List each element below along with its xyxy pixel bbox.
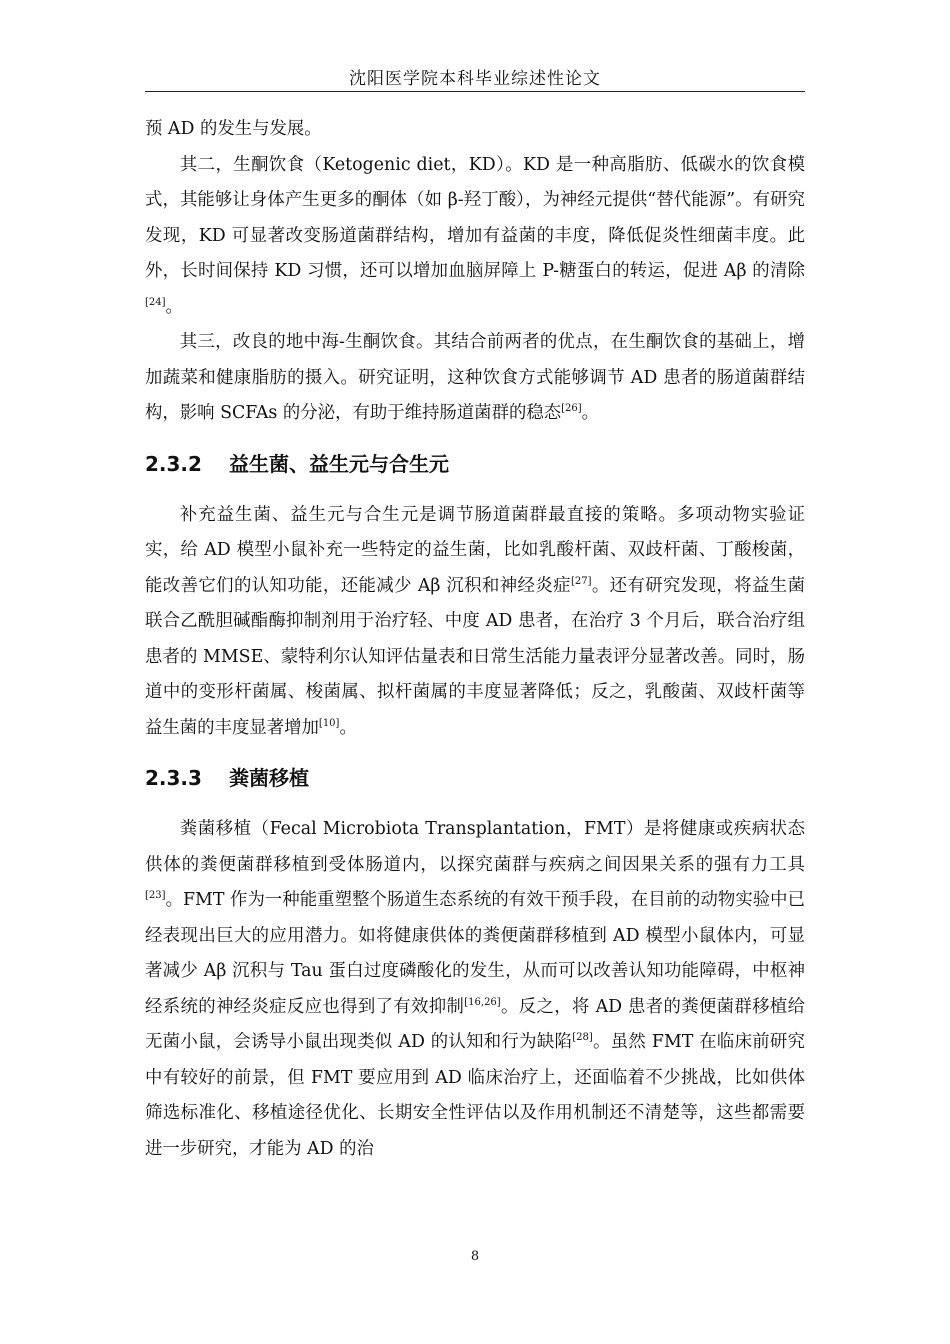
paragraph-text: 粪菌移植（Fecal Microbiota Transplantation，FMT）是将健康或疾病状态供体的粪便菌群移植到受体肠道内，以探究菌群与疾病之间因果关系的强有力工具 <box>145 819 805 875</box>
paragraph-continuation: 预 AD 的发生与发展。 <box>145 119 322 139</box>
paragraph-text-tail: 。 <box>165 296 183 317</box>
citation: [23] <box>145 890 166 901</box>
paragraph-mediterranean-ketogenic <box>145 325 805 432</box>
paragraph-text: 。虽然 FMT 在临床前研究中有较好的前景，但 FMT 要应用到 AD 临床治疗上，还面临着不少挑战，比如供体筛选标准化、移植途径优化、长期安全性评估以及作用机制还不清楚等，这些都需要进一步研究，才能为 AD 的治 <box>145 1032 806 1159</box>
citation: [28] <box>572 1032 593 1043</box>
header-divider <box>145 91 805 92</box>
citation: [26] <box>561 403 582 414</box>
paragraph-text: 。反之，将 AD 患者的粪便菌群移植给无菌小鼠，会诱导小鼠出现类似 AD 的认知和行为缺陷 <box>145 996 805 1052</box>
section-heading-fmt <box>145 748 805 808</box>
section-heading-probiotics <box>145 434 805 494</box>
citation: [24] <box>145 296 166 308</box>
citation: [16,26] <box>464 996 501 1008</box>
page-header-title: 沈阳医学院本科毕业综述性论文 <box>349 69 601 89</box>
paragraph-ketogenic-diet <box>145 148 805 326</box>
section-title: 粪菌移植 <box>229 766 309 790</box>
citation: [27] <box>570 575 592 587</box>
paragraph-probiotics <box>145 498 805 747</box>
section-title: 益生菌、益生元与合生元 <box>229 451 449 476</box>
section-number: 2.3.2 <box>145 451 202 476</box>
paragraph-text: 补充益生菌、益生元与合生元是调节肠道菌群最直接的策略。多项动物实验证实，给 AD 模型小鼠补充一些特定的益生菌，比如乳酸杆菌、双歧杆菌、丁酸梭菌，能改善它们的认知功能，还能减少 Aβ 沉积和神经炎症 <box>145 504 805 596</box>
document-body <box>145 112 805 1167</box>
paragraph-text-tail: 。 <box>339 717 357 738</box>
paragraph-text: 其三，改良的地中海-生酮饮食。其结合前两者的优点，在生酮饮食的基础上，增加蔬菜和健康脂肪的摄入。研究证明，这种饮食方式能够调节 AD 患者的肠道菌群结构，影响 SCFAs 的分泌，有助于维持肠道菌群的稳态 <box>145 332 805 423</box>
paragraph-fmt <box>145 812 805 1167</box>
paragraph-text: 。还有研究发现，将益生菌联合乙酰胆碱酯酶抑制剂用于治疗轻、中度 AD 患者，在治疗 3 个月后，联合治疗组患者的 MMSE、蒙特利尔认知评估量表和日常生活能力量表评分显著改善。同时，肠道中的变形杆菌属、梭菌属、拟杆菌属的丰度显著降低；反之，乳酸菌、双歧杆菌等益生菌的丰度显著增加 <box>145 575 805 738</box>
paragraph-text-tail: 。 <box>581 403 600 423</box>
page-number: 8 <box>470 1249 480 1264</box>
section-number: 2.3.3 <box>145 766 202 790</box>
paragraph-text: 其二，生酮饮食（Ketogenic diet，KD）。KD 是一种高脂肪、低碳水的饮食模式，其能够让身体产生更多的酮体（如 β-羟丁酸），为神经元提供“替代能源”。有研究发现，KD 可显著改变肠道菌群结构，增加有益菌的丰度，降低促炎性细菌丰度。此外，长时间保持 KD 习惯，还可以增加血脑屏障上 P-糖蛋白的转运，促进 Aβ 的清除 <box>145 154 805 281</box>
citation: [10] <box>318 717 340 729</box>
paragraph-text: 。FMT 作为一种能重塑整个肠道生态系统的有效干预手段，在目前的动物实验中已经表现出巨大的应用潜力。如将健康供体的粪便菌群移植到 AD 模型小鼠体内，可显著减少 Aβ 沉积与 Tau 蛋白过度磷酸化的发生，从而可以改善认知功能障碍，中枢神经系统的神经炎症反应也得到了有效抑制 <box>145 890 805 1017</box>
